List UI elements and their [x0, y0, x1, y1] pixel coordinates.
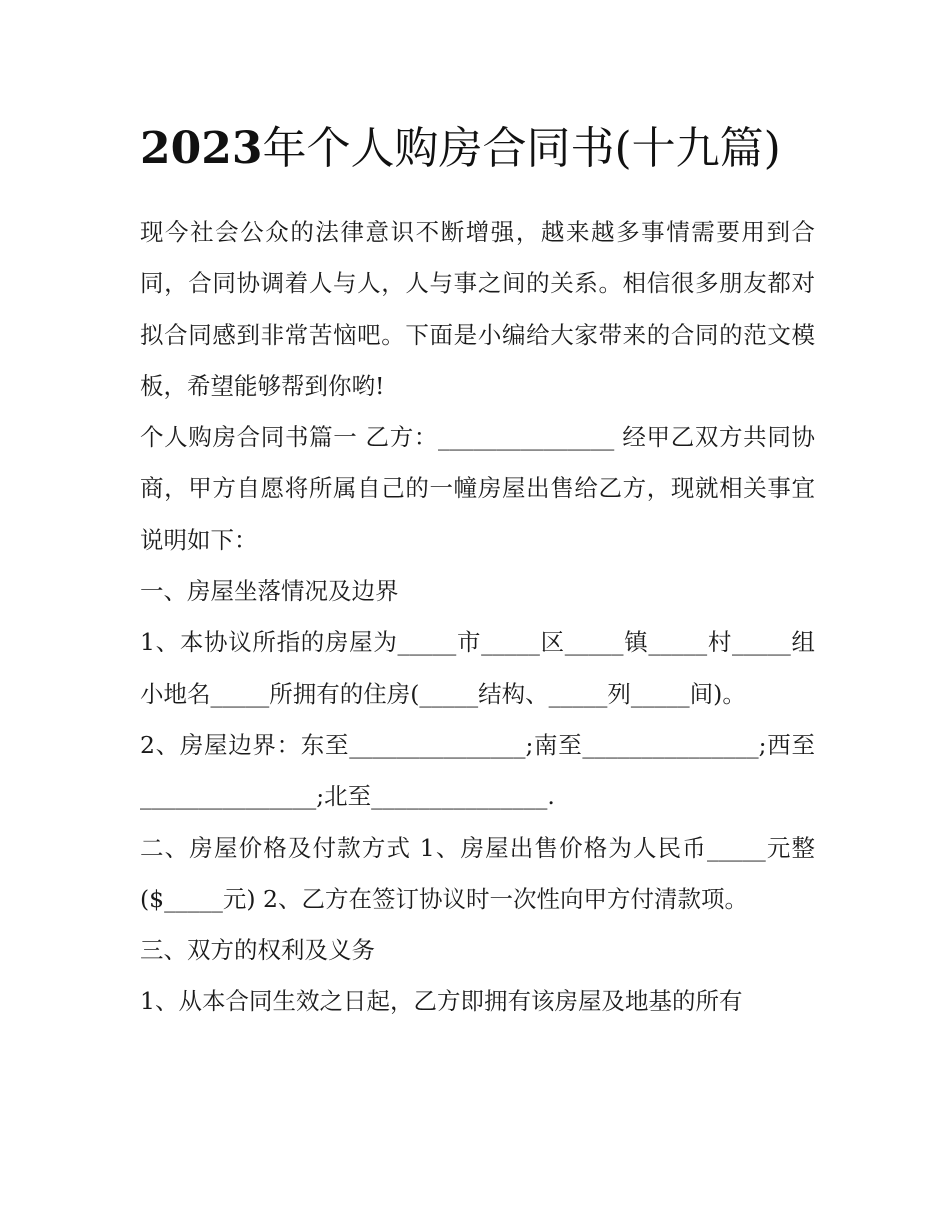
- section-price-and-payment: 二、房屋价格及付款方式 1、房屋出售价格为人民币_____元整($_____元) 2、乙方在签订协议时一次性向甲方付清款项。: [140, 833, 815, 913]
- section-heading-rights-obligations: 三、双方的权利及义务: [140, 936, 375, 965]
- section-heading-property-location: 一、房屋坐落情况及边界: [140, 577, 399, 606]
- paragraph-list: [140, 207, 815, 1028]
- title-text: 年个人购房合同书(十九篇): [262, 123, 781, 174]
- clause-ownership: 1、从本合同生效之日起，乙方即拥有该房屋及地基的所有: [140, 987, 743, 1016]
- title-year: 2023: [140, 123, 263, 174]
- clause-property-boundaries: 2、房屋边界：东至_______________;南至_______________;西至_______________;北至_______________.: [140, 730, 815, 811]
- clause-property-address: 1、本协议所指的房屋为_____市_____区_____镇_____村_____组小地名_____所拥有的住房(_____结构、_____列_____间)。: [140, 628, 815, 708]
- document-title: [140, 112, 815, 185]
- document-body: [140, 112, 815, 1028]
- intro-paragraph: 现今社会公众的法律意识不断增强，越来越多事情需要用到合同，合同协调着人与人，人与事之间的关系。相信很多朋友都对拟合同感到非常苦恼吧。下面是小编给大家带来的合同的范文模板，希望能够帮到你哟!: [140, 218, 815, 400]
- contract-opening-paragraph: 个人购房合同书篇一 乙方：_______________ 经甲乙双方共同协商，甲方自愿将所属自己的一幢房屋出售给乙方，现就相关事宜说明如下：: [140, 423, 815, 554]
